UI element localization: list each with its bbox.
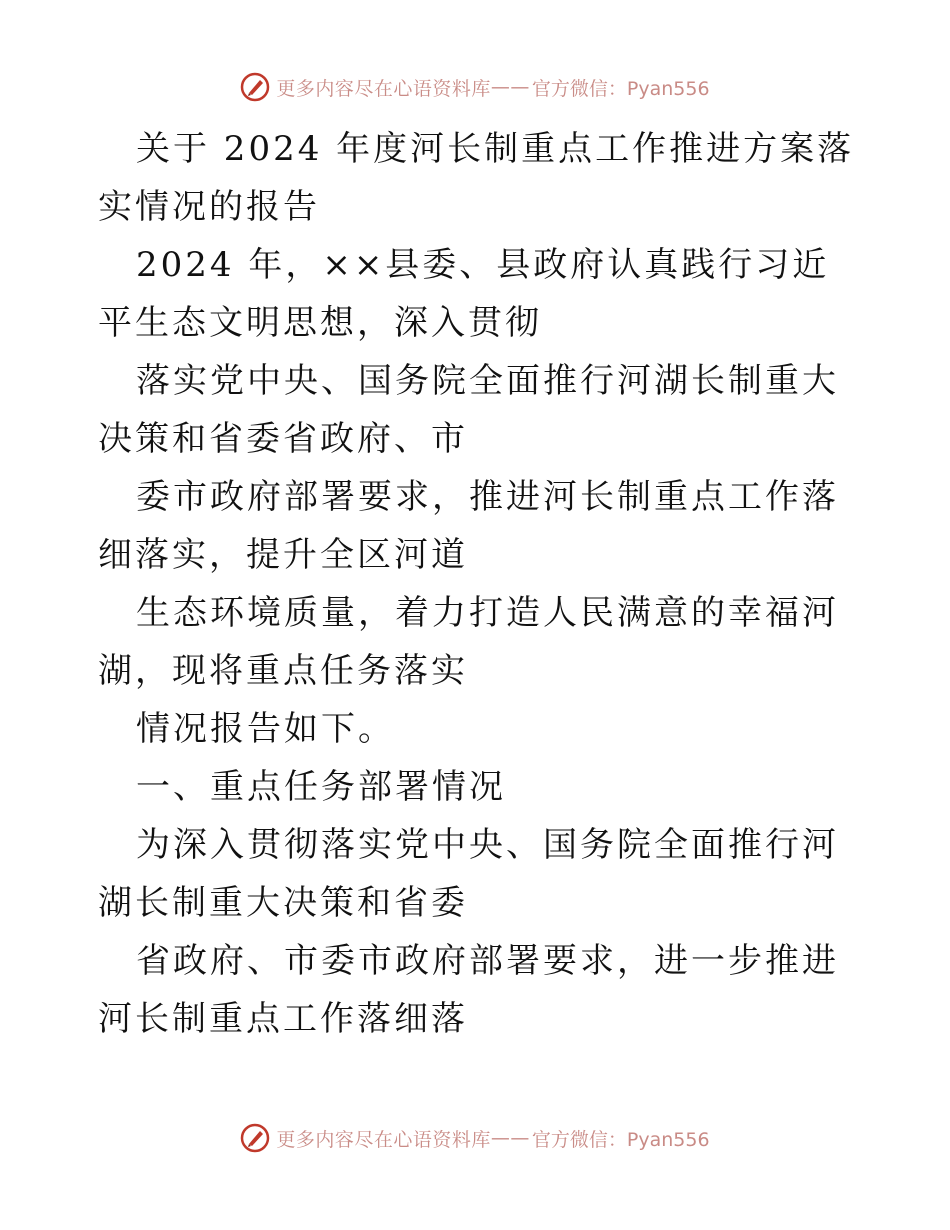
watermark-dash: ——: [490, 76, 530, 98]
pen-seal-icon: [240, 1123, 270, 1153]
paragraph-line: 为深入贯彻落实党中央、国务院全面推行河湖长制重大决策和省委: [98, 825, 839, 923]
section-heading: 一、重点任务部署情况: [136, 767, 506, 807]
paragraph-line: 省政府、市委市政府部署要求，进一步推进河长制重点工作落细落: [98, 941, 839, 1039]
paragraph-line: 落实党中央、国务院全面推行河湖长制重大决策和省委省政府、市: [98, 361, 839, 459]
watermark-wechat: 官方微信：Pyan556: [531, 77, 710, 100]
report-title: 关于 2024 年度河长制重点工作推进方案落实情况的报告: [98, 129, 855, 227]
paragraph-line: 2024 年，××县委、县政府认真践行习近平生态文明思想，深入贯彻: [98, 245, 830, 343]
footer-watermark: [0, 1123, 950, 1153]
watermark-text: 更多内容尽在心语资料库: [276, 1128, 491, 1151]
document-body: [98, 120, 858, 1048]
watermark-dash: ——: [490, 1127, 530, 1149]
paragraph-line: 生态环境质量，着力打造人民满意的幸福河湖，现将重点任务落实: [98, 593, 839, 691]
pen-seal-icon: [240, 72, 270, 102]
paragraph-line: 情况报告如下。: [136, 709, 395, 749]
paragraph-line: 委市政府部署要求，推进河长制重点工作落细落实，提升全区河道: [98, 477, 839, 575]
watermark-text: 更多内容尽在心语资料库: [276, 77, 491, 100]
header-watermark: [0, 72, 950, 102]
watermark-wechat: 官方微信：Pyan556: [531, 1128, 710, 1151]
